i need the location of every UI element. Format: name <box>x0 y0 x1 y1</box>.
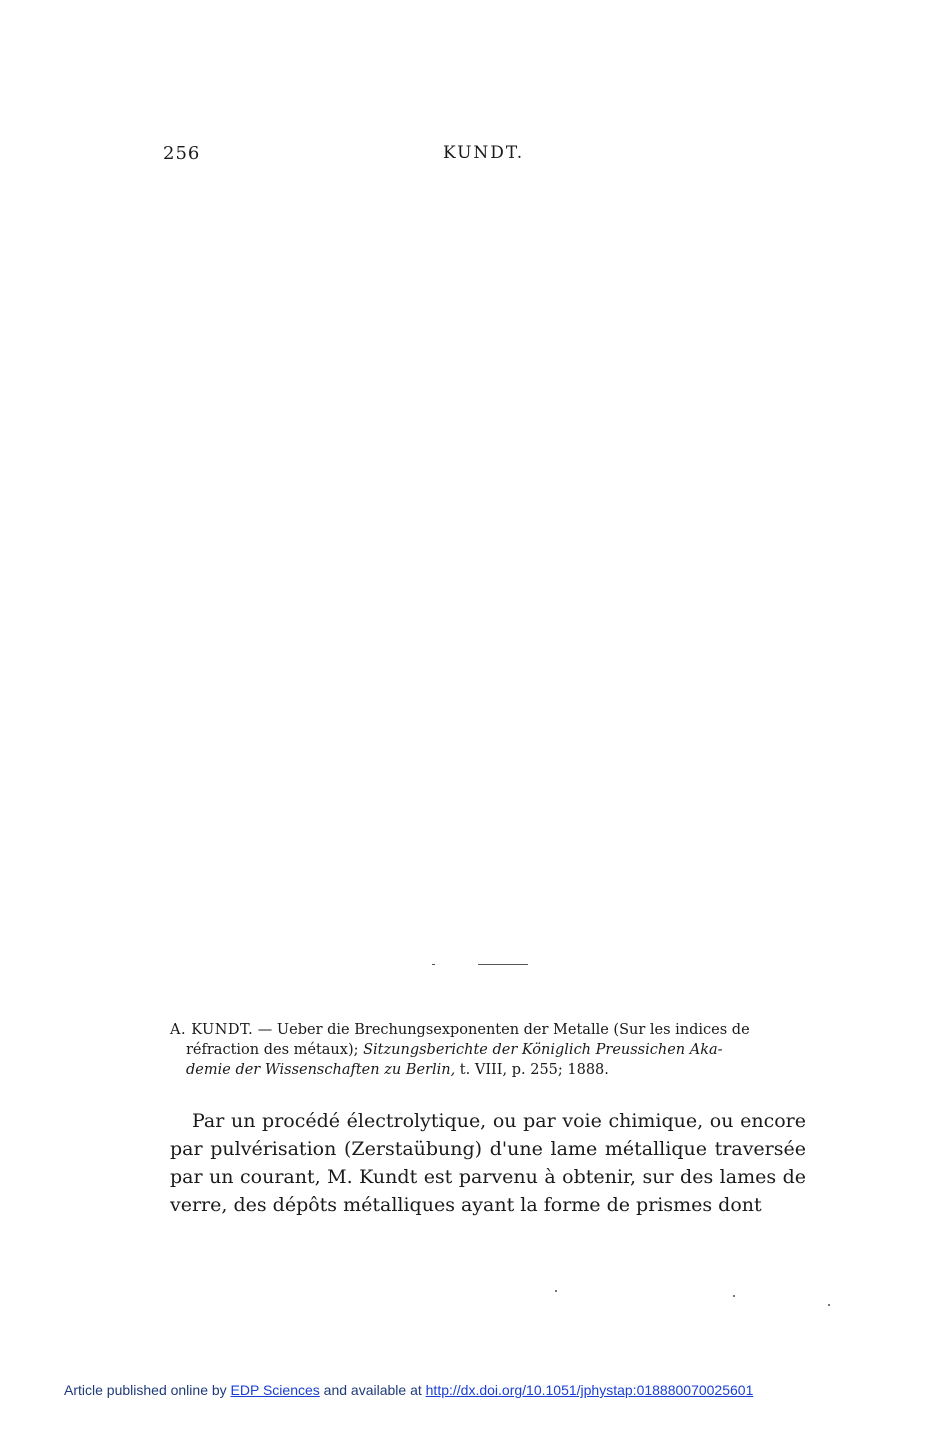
reference-author: A. KUNDT. <box>170 1022 254 1038</box>
body-paragraph: Par un procédé électrolytique, ou par voie chimique, ou encore par pulvérisation (Zerstaübung) d'une lame métallique traversée par un courant, M. Kundt est parvenu à obtenir, sur des lames de verre, des dépôts métalliques ayant la forme de prismes dont <box>170 1110 806 1216</box>
separator-dot <box>432 964 435 965</box>
print-speck <box>555 1290 557 1292</box>
reference-dash: — <box>253 1022 277 1038</box>
footer-prefix: Article published online by <box>64 1382 231 1398</box>
reference-journal-b: demie der Wissenschaften zu Berlin, <box>186 1062 456 1078</box>
body-text <box>170 1107 806 1219</box>
separator-rule <box>478 964 528 965</box>
reference-journal-a: Sitzungsberichte der Königlich Preussichen Aka- <box>363 1042 723 1058</box>
reference-title-cont: réfraction des métaux); <box>186 1042 364 1058</box>
reference-entry <box>170 1020 810 1080</box>
publication-footer <box>64 1382 753 1398</box>
reference-title: Ueber die Brechungsexponenten der Metalle (Sur les indices de <box>276 1022 750 1038</box>
footer-middle: and available at <box>319 1382 426 1398</box>
running-head: KUNDT. <box>443 143 525 163</box>
reference-citation: t. VIII, p. 255; 1888. <box>455 1062 609 1078</box>
doi-link[interactable]: http://dx.doi.org/10.1051/jphystap:018880070025601 <box>425 1382 754 1398</box>
page-number: 256 <box>163 143 201 164</box>
publisher-link[interactable]: EDP Sciences <box>230 1382 320 1398</box>
print-speck <box>828 1304 830 1306</box>
print-speck <box>733 1295 735 1297</box>
